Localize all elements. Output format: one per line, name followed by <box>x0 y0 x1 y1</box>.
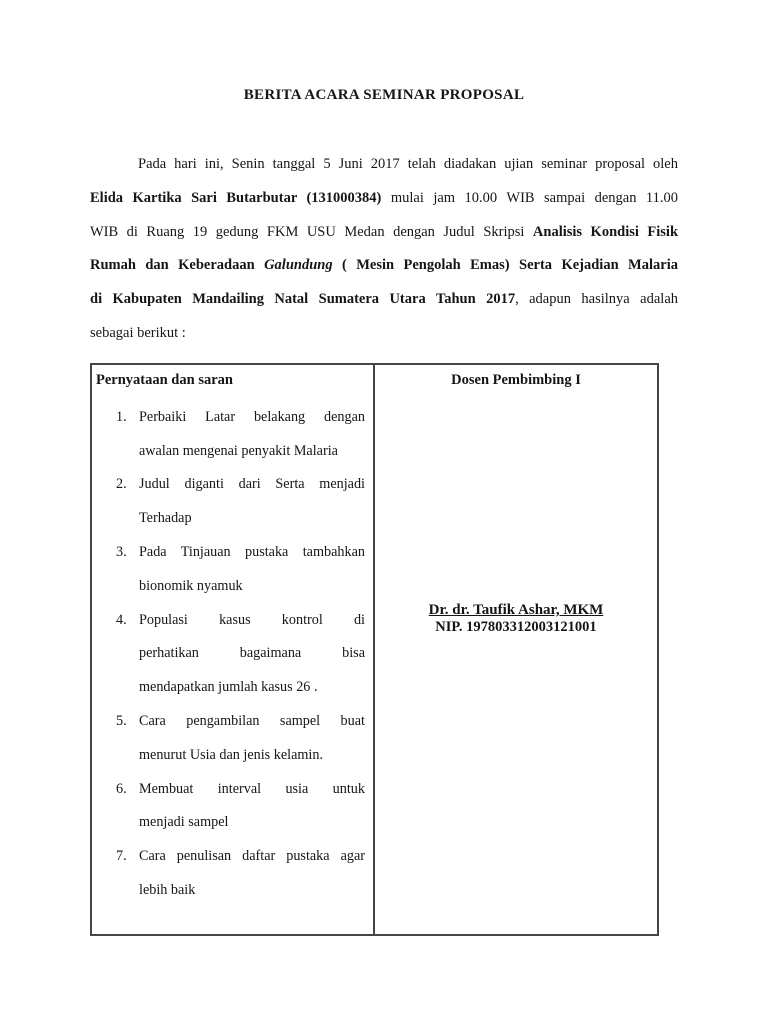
paragraph-line: Rumah dan Keberadaan Galundung ( Mesin Pengolah Emas) Serta Kejadian Malaria <box>90 257 678 274</box>
opening-paragraph <box>90 148 678 351</box>
suggestion-number: 5. <box>116 712 127 729</box>
suggestion-item: 7. Cara penulisan daftar pustaka agar lebih baik <box>96 840 365 908</box>
paragraph-line: di Kabupaten Mandailing Natal Sumatera Utara Tahun 2017, adapun hasilnya adalah <box>90 291 679 308</box>
suggestion-number: 2. <box>116 476 127 493</box>
paragraph-line: Pada hari ini, Senin tanggal 5 Juni 2017 telah diadakan ujian seminar proposal oleh <box>138 156 678 172</box>
advisor-nip: NIP. 197803312003121001 <box>435 618 597 635</box>
advisor-column <box>375 365 657 934</box>
suggestion-item: 3. Pada Tinjauan pustaka tambahkan bionomik nyamuk <box>96 536 365 604</box>
suggestion-list <box>96 401 365 908</box>
suggestion-item: 4. Populasi kasus kontrol di perhatikan bagaimana bisa mendapatkan jumlah kasus 26 . <box>96 604 365 705</box>
advisor-signature-block <box>381 602 651 636</box>
suggestion-item: 1. Perbaiki Latar belakang dengan awalan mengenai penyakit Malaria <box>96 401 365 469</box>
paragraph-line: sebagai berikut : <box>90 324 186 341</box>
suggestion-number: 6. <box>116 780 127 797</box>
advisor-column-header: Dosen Pembimbing I <box>451 371 581 388</box>
results-table <box>90 363 659 936</box>
suggestion-number: 7. <box>116 848 127 865</box>
statements-column-header: Pernyataan dan saran <box>96 371 233 388</box>
suggestion-item: 6. Membuat interval usia untuk menjadi sampel <box>96 773 365 841</box>
paragraph-line: WIB di Ruang 19 gedung FKM USU Medan dengan Judul Skripsi Analisis Kondisi Fisik <box>90 223 679 240</box>
advisor-name: Dr. dr. Taufik Ashar, MKM <box>428 601 604 618</box>
suggestion-item: 2. Judul diganti dari Serta menjadi Terhadap <box>96 468 365 536</box>
page-title: BERITA ACARA SEMINAR PROPOSAL <box>243 87 525 103</box>
suggestion-number: 4. <box>116 611 127 628</box>
suggestion-item: 5. Cara pengambilan sampel buat menurut Usia dan jenis kelamin. <box>96 705 365 773</box>
suggestion-number: 3. <box>116 543 127 560</box>
paragraph-line: Elida Kartika Sari Butarbutar (131000384) mulai jam 10.00 WIB sampai dengan 11.00 <box>90 189 678 206</box>
statements-column <box>92 365 375 934</box>
suggestion-number: 1. <box>116 408 127 425</box>
